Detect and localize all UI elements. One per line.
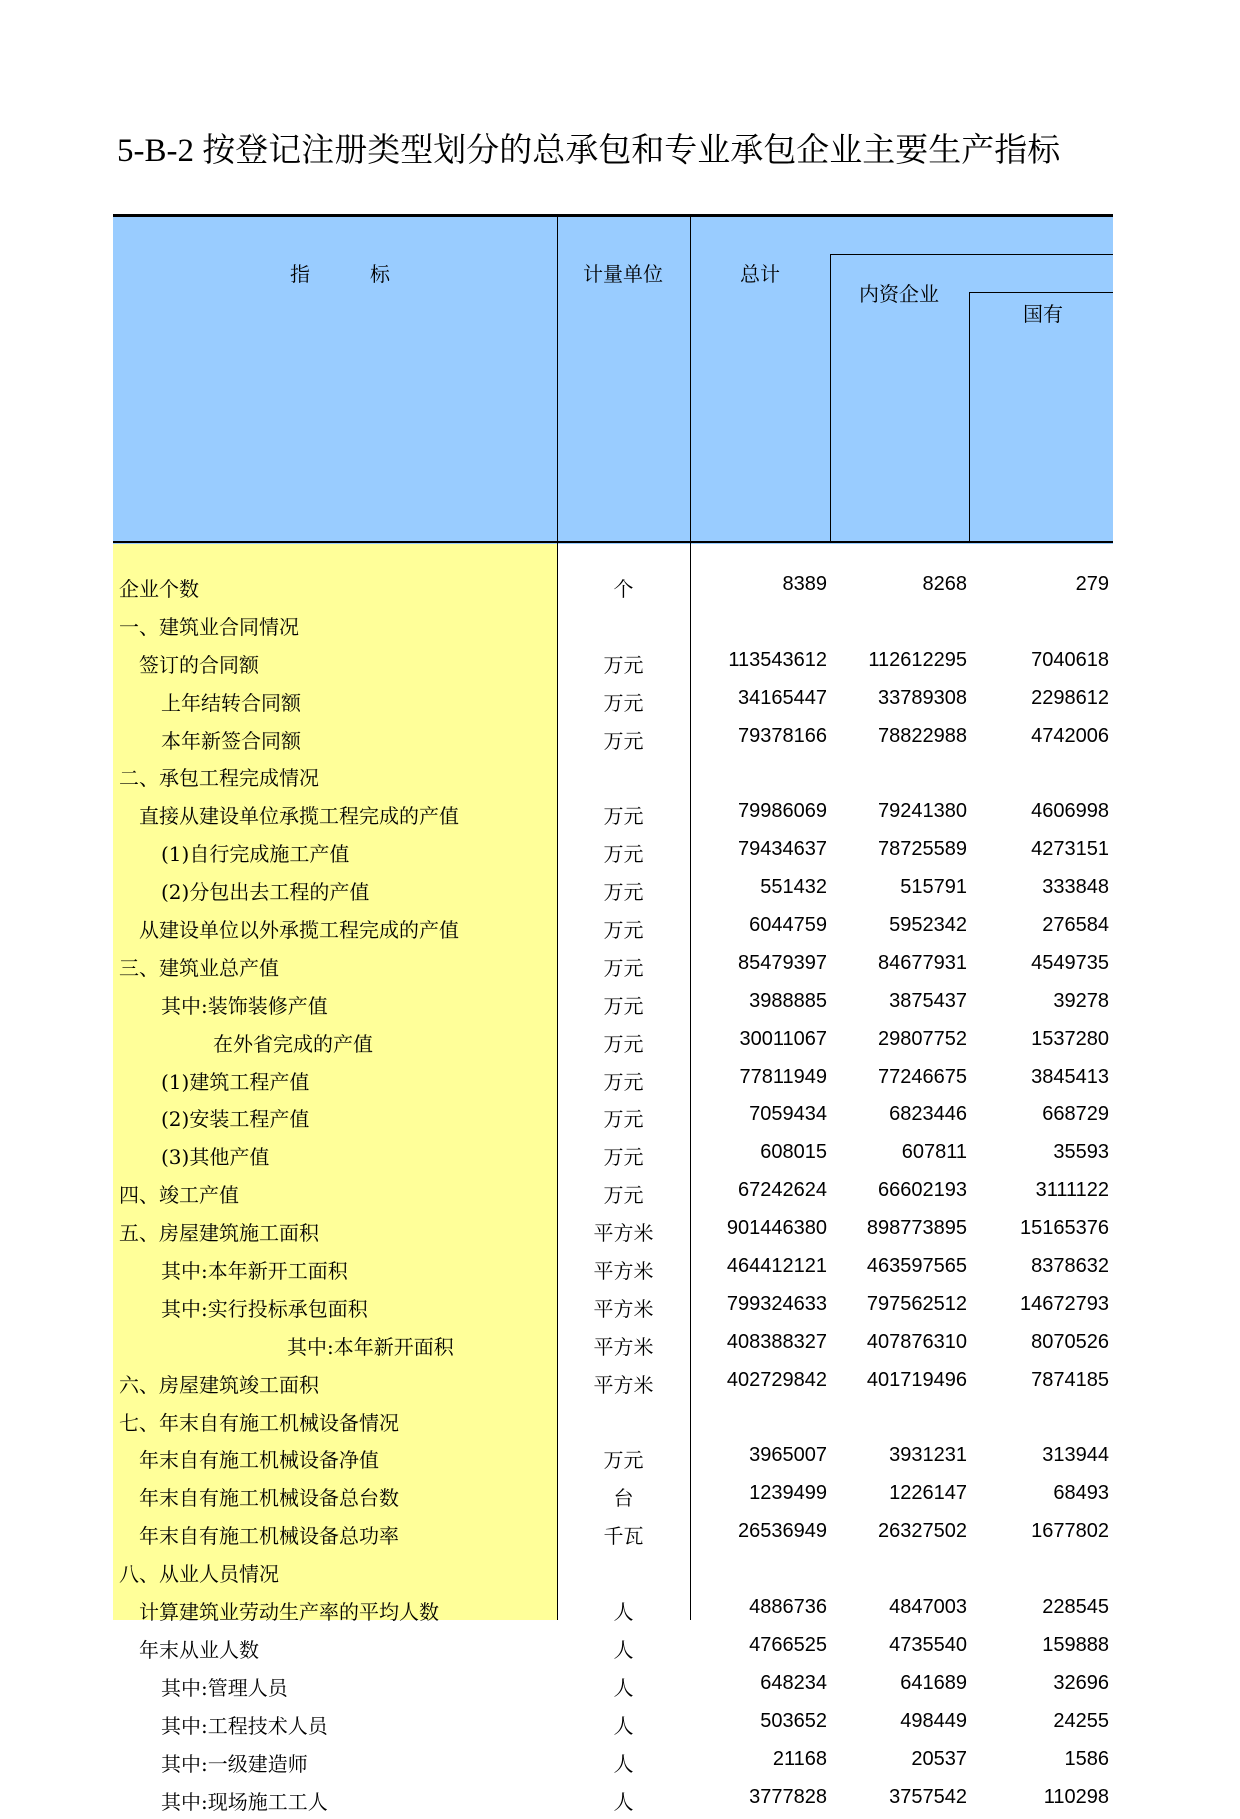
row-domestic-value: 112612295 <box>830 649 967 672</box>
row-domestic-value: 1226147 <box>830 1482 967 1505</box>
row-domestic-value: 4847003 <box>830 1596 967 1619</box>
row-domestic-value: 641689 <box>830 1672 967 1695</box>
row-unit: 人 <box>557 1672 690 1701</box>
table-row <box>113 1668 1113 1706</box>
row-total-value: 901446380 <box>690 1217 827 1240</box>
row-domestic-value: 78725589 <box>830 838 967 861</box>
statistics-table <box>113 214 1113 1620</box>
row-total-value: 85479397 <box>690 952 827 975</box>
row-label: 一、建筑业合同情况 <box>119 611 299 640</box>
table-row <box>113 796 1113 834</box>
row-total-value: 3988885 <box>690 990 827 1013</box>
row-label: 其中:一级建造师 <box>161 1748 308 1777</box>
row-unit: 千瓦 <box>557 1520 690 1549</box>
table-row <box>113 607 1113 645</box>
row-label: 其中:本年新开工面积 <box>161 1255 348 1284</box>
row-domestic-value: 79241380 <box>830 800 967 823</box>
row-unit: 万元 <box>557 838 690 867</box>
header-state-owned: 国有 <box>1023 298 1063 327</box>
row-domestic-value: 3875437 <box>830 990 967 1013</box>
table-row <box>113 1175 1113 1213</box>
row-total-value: 79986069 <box>690 800 827 823</box>
row-state-owned-value: 24255 <box>969 1710 1109 1733</box>
row-unit: 平方米 <box>557 1255 690 1284</box>
row-state-owned-value: 668729 <box>969 1103 1109 1126</box>
row-domestic-value: 33789308 <box>830 687 967 710</box>
row-total-value: 113543612 <box>690 649 827 672</box>
row-total-value: 503652 <box>690 1710 827 1733</box>
row-label: (2)分包出去工程的产值 <box>161 876 369 905</box>
row-total-value: 402729842 <box>690 1369 827 1392</box>
row-state-owned-value: 8378632 <box>969 1255 1109 1278</box>
divider-total-domestic <box>830 254 831 543</box>
row-label: (2)安装工程产值 <box>161 1103 309 1132</box>
row-state-owned-value: 35593 <box>969 1141 1109 1164</box>
row-unit: 平方米 <box>557 1331 690 1360</box>
row-state-owned-value: 1586 <box>969 1748 1109 1771</box>
row-state-owned-value: 1677802 <box>969 1520 1109 1543</box>
row-state-owned-value: 4606998 <box>969 800 1109 823</box>
row-unit: 万元 <box>557 1066 690 1095</box>
row-label: 企业个数 <box>119 573 199 602</box>
table-row <box>113 1099 1113 1137</box>
table-header-bottom-border <box>113 541 1113 543</box>
row-total-value: 8389 <box>690 573 827 596</box>
row-unit: 平方米 <box>557 1293 690 1322</box>
row-total-value: 1239499 <box>690 1482 827 1505</box>
table-row <box>113 1251 1113 1289</box>
table-row <box>113 1782 1113 1819</box>
row-total-value: 4766525 <box>690 1634 827 1657</box>
table-row <box>113 1630 1113 1668</box>
row-label: 六、房屋建筑竣工面积 <box>119 1369 319 1398</box>
table-row <box>113 834 1113 872</box>
row-label: (3)其他产值 <box>161 1141 269 1170</box>
row-state-owned-value: 7874185 <box>969 1369 1109 1392</box>
row-domestic-value: 463597565 <box>830 1255 967 1278</box>
row-domestic-value: 3757542 <box>830 1786 967 1809</box>
table-row <box>113 1744 1113 1782</box>
divider-domestic-top <box>830 254 1113 255</box>
row-domestic-value: 84677931 <box>830 952 967 975</box>
row-state-owned-value: 14672793 <box>969 1293 1109 1316</box>
row-unit: 台 <box>557 1482 690 1511</box>
row-label: 年末自有施工机械设备总台数 <box>139 1482 399 1511</box>
row-domestic-value: 898773895 <box>830 1217 967 1240</box>
row-domestic-value: 8268 <box>830 573 967 596</box>
row-label: (1)建筑工程产值 <box>161 1066 309 1095</box>
row-domestic-value: 66602193 <box>830 1179 967 1202</box>
header-domestic: 内资企业 <box>859 278 939 307</box>
table-row <box>113 683 1113 721</box>
row-total-value: 551432 <box>690 876 827 899</box>
row-total-value: 21168 <box>690 1748 827 1771</box>
row-total-value: 6044759 <box>690 914 827 937</box>
row-state-owned-value: 279 <box>969 573 1109 596</box>
row-state-owned-value: 68493 <box>969 1482 1109 1505</box>
table-row <box>113 1706 1113 1744</box>
row-total-value: 79378166 <box>690 725 827 748</box>
row-state-owned-value: 39278 <box>969 990 1109 1013</box>
row-label: 其中:本年新开面积 <box>287 1331 454 1360</box>
row-state-owned-value: 8070526 <box>969 1331 1109 1354</box>
row-label: (1)自行完成施工产值 <box>161 838 349 867</box>
table-row <box>113 721 1113 759</box>
row-state-owned-value: 159888 <box>969 1634 1109 1657</box>
table-row <box>113 948 1113 986</box>
row-total-value: 30011067 <box>690 1028 827 1051</box>
row-domestic-value: 6823446 <box>830 1103 967 1126</box>
row-state-owned-value: 313944 <box>969 1444 1109 1467</box>
row-state-owned-value: 1537280 <box>969 1028 1109 1051</box>
row-state-owned-value: 4273151 <box>969 838 1109 861</box>
row-unit: 万元 <box>557 725 690 754</box>
table-row <box>113 1289 1113 1327</box>
row-total-value: 34165447 <box>690 687 827 710</box>
row-domestic-value: 515791 <box>830 876 967 899</box>
row-total-value: 408388327 <box>690 1331 827 1354</box>
row-unit: 万元 <box>557 990 690 1019</box>
row-total-value: 799324633 <box>690 1293 827 1316</box>
row-domestic-value: 77246675 <box>830 1066 967 1089</box>
row-label: 八、从业人员情况 <box>119 1558 279 1587</box>
row-label: 直接从建设单位承揽工程完成的产值 <box>139 800 459 829</box>
row-label: 其中:管理人员 <box>161 1672 288 1701</box>
row-state-owned-value: 15165376 <box>969 1217 1109 1240</box>
header-unit: 计量单位 <box>583 258 663 287</box>
row-label: 本年新签合同额 <box>161 725 301 754</box>
row-label: 其中:工程技术人员 <box>161 1710 328 1739</box>
row-label: 其中:现场施工工人 <box>161 1786 328 1815</box>
table-row <box>113 645 1113 683</box>
table-row <box>113 910 1113 948</box>
row-total-value: 79434637 <box>690 838 827 861</box>
table-row <box>113 1592 1113 1630</box>
row-unit: 平方米 <box>557 1369 690 1398</box>
row-state-owned-value: 32696 <box>969 1672 1109 1695</box>
row-label: 签订的合同额 <box>139 649 259 678</box>
row-total-value: 7059434 <box>690 1103 827 1126</box>
row-domestic-value: 607811 <box>830 1141 967 1164</box>
row-total-value: 464412121 <box>690 1255 827 1278</box>
table-row <box>113 1516 1113 1554</box>
table-body <box>113 569 1113 1819</box>
row-state-owned-value: 4742006 <box>969 725 1109 748</box>
row-state-owned-value: 3845413 <box>969 1066 1109 1089</box>
row-total-value: 608015 <box>690 1141 827 1164</box>
row-state-owned-value: 4549735 <box>969 952 1109 975</box>
row-total-value: 648234 <box>690 1672 827 1695</box>
row-domestic-value: 5952342 <box>830 914 967 937</box>
table-row <box>113 1403 1113 1441</box>
row-unit: 万元 <box>557 1103 690 1132</box>
row-total-value: 26536949 <box>690 1520 827 1543</box>
row-total-value: 4886736 <box>690 1596 827 1619</box>
table-row <box>113 758 1113 796</box>
row-unit: 人 <box>557 1710 690 1739</box>
row-domestic-value: 78822988 <box>830 725 967 748</box>
row-state-owned-value: 333848 <box>969 876 1109 899</box>
row-domestic-value: 407876310 <box>830 1331 967 1354</box>
row-unit: 人 <box>557 1786 690 1815</box>
table-row <box>113 872 1113 910</box>
divider-state-top <box>969 292 1113 293</box>
row-state-owned-value: 276584 <box>969 914 1109 937</box>
row-label: 二、承包工程完成情况 <box>119 762 319 791</box>
table-row <box>113 1327 1113 1365</box>
table-top-border <box>113 214 1113 217</box>
row-unit: 平方米 <box>557 1217 690 1246</box>
row-total-value: 3965007 <box>690 1444 827 1467</box>
row-domestic-value: 20537 <box>830 1748 967 1771</box>
row-label: 七、年末自有施工机械设备情况 <box>119 1407 399 1436</box>
row-unit: 万元 <box>557 687 690 716</box>
row-total-value: 77811949 <box>690 1066 827 1089</box>
row-total-value: 67242624 <box>690 1179 827 1202</box>
row-unit: 万元 <box>557 1028 690 1057</box>
header-total: 总计 <box>740 258 780 287</box>
row-state-owned-value: 3111122 <box>969 1179 1109 1202</box>
table-row <box>113 1062 1113 1100</box>
row-domestic-value: 3931231 <box>830 1444 967 1467</box>
row-unit: 万元 <box>557 649 690 678</box>
row-domestic-value: 26327502 <box>830 1520 967 1543</box>
row-label: 其中:装饰装修产值 <box>161 990 328 1019</box>
table-row <box>113 1024 1113 1062</box>
row-label: 四、竣工产值 <box>119 1179 239 1208</box>
table-row <box>113 1365 1113 1403</box>
row-unit: 万元 <box>557 1444 690 1473</box>
table-row <box>113 1478 1113 1516</box>
row-total-value: 3777828 <box>690 1786 827 1809</box>
row-domestic-value: 498449 <box>830 1710 967 1733</box>
table-row <box>113 1554 1113 1592</box>
row-unit: 万元 <box>557 914 690 943</box>
row-unit: 个 <box>557 573 690 602</box>
divider-domestic-state <box>969 292 970 543</box>
row-domestic-value: 797562512 <box>830 1293 967 1316</box>
row-label: 三、建筑业总产值 <box>119 952 279 981</box>
row-unit: 万元 <box>557 800 690 829</box>
table-row <box>113 569 1113 607</box>
table-row <box>113 1440 1113 1478</box>
row-domestic-value: 401719496 <box>830 1369 967 1392</box>
row-label: 计算建筑业劳动生产率的平均人数 <box>139 1596 439 1625</box>
row-unit: 人 <box>557 1596 690 1625</box>
row-label: 年末自有施工机械设备总功率 <box>139 1520 399 1549</box>
row-domestic-value: 29807752 <box>830 1028 967 1051</box>
row-label: 上年结转合同额 <box>161 687 301 716</box>
row-label: 年末从业人数 <box>139 1634 259 1663</box>
row-label: 年末自有施工机械设备净值 <box>139 1444 379 1473</box>
row-state-owned-value: 110298 <box>969 1786 1109 1809</box>
header-indicator: 指 标 <box>290 258 390 287</box>
table-row <box>113 1137 1113 1175</box>
row-unit: 万元 <box>557 876 690 905</box>
row-label: 五、房屋建筑施工面积 <box>119 1217 319 1246</box>
row-unit: 万元 <box>557 1141 690 1170</box>
row-label: 从建设单位以外承揽工程完成的产值 <box>139 914 459 943</box>
table-row <box>113 1213 1113 1251</box>
row-unit: 万元 <box>557 1179 690 1208</box>
row-label: 其中:实行投标承包面积 <box>161 1293 368 1322</box>
row-domestic-value: 4735540 <box>830 1634 967 1657</box>
row-unit: 万元 <box>557 952 690 981</box>
row-unit: 人 <box>557 1634 690 1663</box>
table-row <box>113 986 1113 1024</box>
row-state-owned-value: 228545 <box>969 1596 1109 1619</box>
row-state-owned-value: 2298612 <box>969 687 1109 710</box>
page-title: 5-B-2 按登记注册类型划分的总承包和专业承包企业主要生产指标 <box>117 124 1060 171</box>
row-unit: 人 <box>557 1748 690 1777</box>
row-label: 在外省完成的产值 <box>213 1028 373 1057</box>
row-state-owned-value: 7040618 <box>969 649 1109 672</box>
